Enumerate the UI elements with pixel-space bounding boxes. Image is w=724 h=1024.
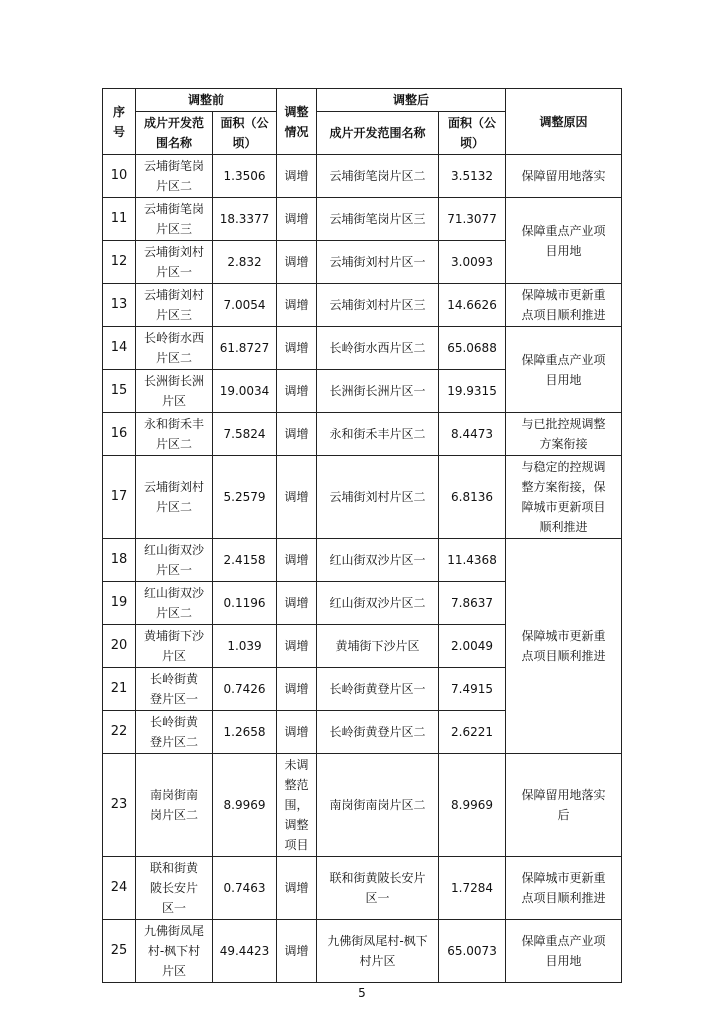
row-seq: 23 (103, 754, 136, 857)
row-seq: 16 (103, 413, 136, 456)
row-after-area: 2.0049 (439, 625, 506, 668)
table-row (103, 198, 622, 241)
row-after-area: 65.0688 (439, 327, 506, 370)
row-after-name: 云埔街刘村片区二 (317, 456, 439, 539)
row-before-name: 云埔街刘村 片区一 (136, 241, 213, 284)
row-before-name: 云埔街刘村 片区二 (136, 456, 213, 539)
row-before-name: 长岭街水西 片区二 (136, 327, 213, 370)
row-after-name: 南岗街南岗片区二 (317, 754, 439, 857)
row-adjust: 调增 (277, 625, 317, 668)
row-after-name: 黄埔街下沙片区 (317, 625, 439, 668)
row-before-name: 云埔街刘村 片区三 (136, 284, 213, 327)
header-after-area: 面积（公 顷） (439, 112, 506, 155)
header-seq: 序 号 (103, 89, 136, 155)
table-row (103, 284, 622, 327)
row-before-area: 7.5824 (213, 413, 277, 456)
row-seq: 11 (103, 198, 136, 241)
row-after-area: 11.4368 (439, 539, 506, 582)
row-seq: 24 (103, 857, 136, 920)
table-row (103, 456, 622, 539)
row-after-area: 7.8637 (439, 582, 506, 625)
row-seq: 10 (103, 155, 136, 198)
row-seq: 14 (103, 327, 136, 370)
row-reason: 与稳定的控规调 整方案衔接，保 障城市更新项目 顺利推进 (506, 456, 622, 539)
row-adjust: 调增 (277, 413, 317, 456)
table-row (103, 327, 622, 370)
row-after-name: 永和街禾丰片区二 (317, 413, 439, 456)
row-before-area: 61.8727 (213, 327, 277, 370)
row-adjust: 调增 (277, 241, 317, 284)
row-before-area: 8.9969 (213, 754, 277, 857)
row-before-area: 19.0034 (213, 370, 277, 413)
row-after-area: 8.9969 (439, 754, 506, 857)
row-after-name: 长洲街长洲片区一 (317, 370, 439, 413)
row-reason: 保障城市更新重 点项目顺利推进 (506, 284, 622, 327)
row-adjust: 调增 (277, 370, 317, 413)
row-adjust: 调增 (277, 456, 317, 539)
row-before-area: 49.4423 (213, 920, 277, 983)
row-after-area: 19.9315 (439, 370, 506, 413)
row-before-area: 0.1196 (213, 582, 277, 625)
row-before-area: 7.0054 (213, 284, 277, 327)
table-row (103, 857, 622, 920)
row-before-area: 5.2579 (213, 456, 277, 539)
page-number: 5 (358, 986, 366, 1000)
row-reason: 保障留用地落实 后 (506, 754, 622, 857)
row-adjust: 调增 (277, 198, 317, 241)
row-seq: 17 (103, 456, 136, 539)
row-after-name: 长岭街黄登片区二 (317, 711, 439, 754)
row-adjust: 调增 (277, 920, 317, 983)
row-before-name: 九佛街凤尾 村-枫下村 片区 (136, 920, 213, 983)
table-row (103, 754, 622, 857)
row-before-area: 18.3377 (213, 198, 277, 241)
row-seq: 15 (103, 370, 136, 413)
header-after-name: 成片开发范围名称 (317, 112, 439, 155)
row-before-area: 1.3506 (213, 155, 277, 198)
row-before-area: 0.7463 (213, 857, 277, 920)
header-before: 调整前 (136, 89, 277, 112)
row-seq: 12 (103, 241, 136, 284)
row-seq: 25 (103, 920, 136, 983)
row-after-name: 云埔街笔岗片区三 (317, 198, 439, 241)
row-before-name: 长洲街长洲 片区 (136, 370, 213, 413)
row-seq: 18 (103, 539, 136, 582)
row-before-name: 南岗街南 岗片区二 (136, 754, 213, 857)
row-after-area: 7.4915 (439, 668, 506, 711)
row-after-area: 71.3077 (439, 198, 506, 241)
row-before-area: 2.832 (213, 241, 277, 284)
row-reason: 保障重点产业项 目用地 (506, 198, 622, 284)
row-after-name: 红山街双沙片区二 (317, 582, 439, 625)
row-seq: 20 (103, 625, 136, 668)
row-adjust: 调增 (277, 155, 317, 198)
row-before-area: 1.2658 (213, 711, 277, 754)
row-after-area: 6.8136 (439, 456, 506, 539)
row-after-name: 联和街黄陂长安片 区一 (317, 857, 439, 920)
row-before-area: 1.039 (213, 625, 277, 668)
row-adjust: 调增 (277, 668, 317, 711)
row-before-name: 红山街双沙 片区二 (136, 582, 213, 625)
row-after-area: 3.5132 (439, 155, 506, 198)
row-adjust: 调增 (277, 582, 317, 625)
row-seq: 13 (103, 284, 136, 327)
header-after: 调整后 (317, 89, 506, 112)
header-adjust: 调整 情况 (277, 89, 317, 155)
row-after-name: 云埔街刘村片区一 (317, 241, 439, 284)
row-adjust: 调增 (277, 327, 317, 370)
table-row (103, 539, 622, 582)
row-adjust: 未调 整范 围， 调整 项目 (277, 754, 317, 857)
row-before-name: 云埔街笔岗 片区三 (136, 198, 213, 241)
row-before-name: 长岭街黄 登片区一 (136, 668, 213, 711)
row-after-name: 云埔街刘村片区三 (317, 284, 439, 327)
adjustment-table (102, 88, 622, 983)
row-before-area: 2.4158 (213, 539, 277, 582)
row-before-name: 永和街禾丰 片区二 (136, 413, 213, 456)
row-before-name: 红山街双沙 片区一 (136, 539, 213, 582)
row-reason: 保障重点产业项 目用地 (506, 920, 622, 983)
row-after-name: 云埔街笔岗片区二 (317, 155, 439, 198)
row-after-area: 3.0093 (439, 241, 506, 284)
header-reason: 调整原因 (506, 89, 622, 155)
row-seq: 19 (103, 582, 136, 625)
row-reason: 保障城市更新重 点项目顺利推进 (506, 539, 622, 754)
row-after-area: 8.4473 (439, 413, 506, 456)
row-reason: 保障留用地落实 (506, 155, 622, 198)
row-reason: 与已批控规调整 方案衔接 (506, 413, 622, 456)
table-row (103, 920, 622, 983)
row-after-name: 红山街双沙片区一 (317, 539, 439, 582)
row-after-name: 长岭街水西片区二 (317, 327, 439, 370)
row-seq: 21 (103, 668, 136, 711)
row-adjust: 调增 (277, 539, 317, 582)
row-after-area: 65.0073 (439, 920, 506, 983)
row-after-area: 14.6626 (439, 284, 506, 327)
row-before-name: 云埔街笔岗 片区二 (136, 155, 213, 198)
row-after-name: 长岭街黄登片区一 (317, 668, 439, 711)
row-before-name: 长岭街黄 登片区二 (136, 711, 213, 754)
row-before-area: 0.7426 (213, 668, 277, 711)
row-after-area: 1.7284 (439, 857, 506, 920)
row-before-name: 黄埔街下沙 片区 (136, 625, 213, 668)
row-before-name: 联和街黄 陂长安片 区一 (136, 857, 213, 920)
row-adjust: 调增 (277, 857, 317, 920)
row-reason: 保障重点产业项 目用地 (506, 327, 622, 413)
row-adjust: 调增 (277, 711, 317, 754)
row-adjust: 调增 (277, 284, 317, 327)
row-after-name: 九佛街凤尾村-枫下 村片区 (317, 920, 439, 983)
row-seq: 22 (103, 711, 136, 754)
table-row (103, 155, 622, 198)
row-reason: 保障城市更新重 点项目顺利推进 (506, 857, 622, 920)
header-before-name: 成片开发范 围名称 (136, 112, 213, 155)
row-after-area: 2.6221 (439, 711, 506, 754)
header-before-area: 面积（公 顷） (213, 112, 277, 155)
table-row (103, 413, 622, 456)
